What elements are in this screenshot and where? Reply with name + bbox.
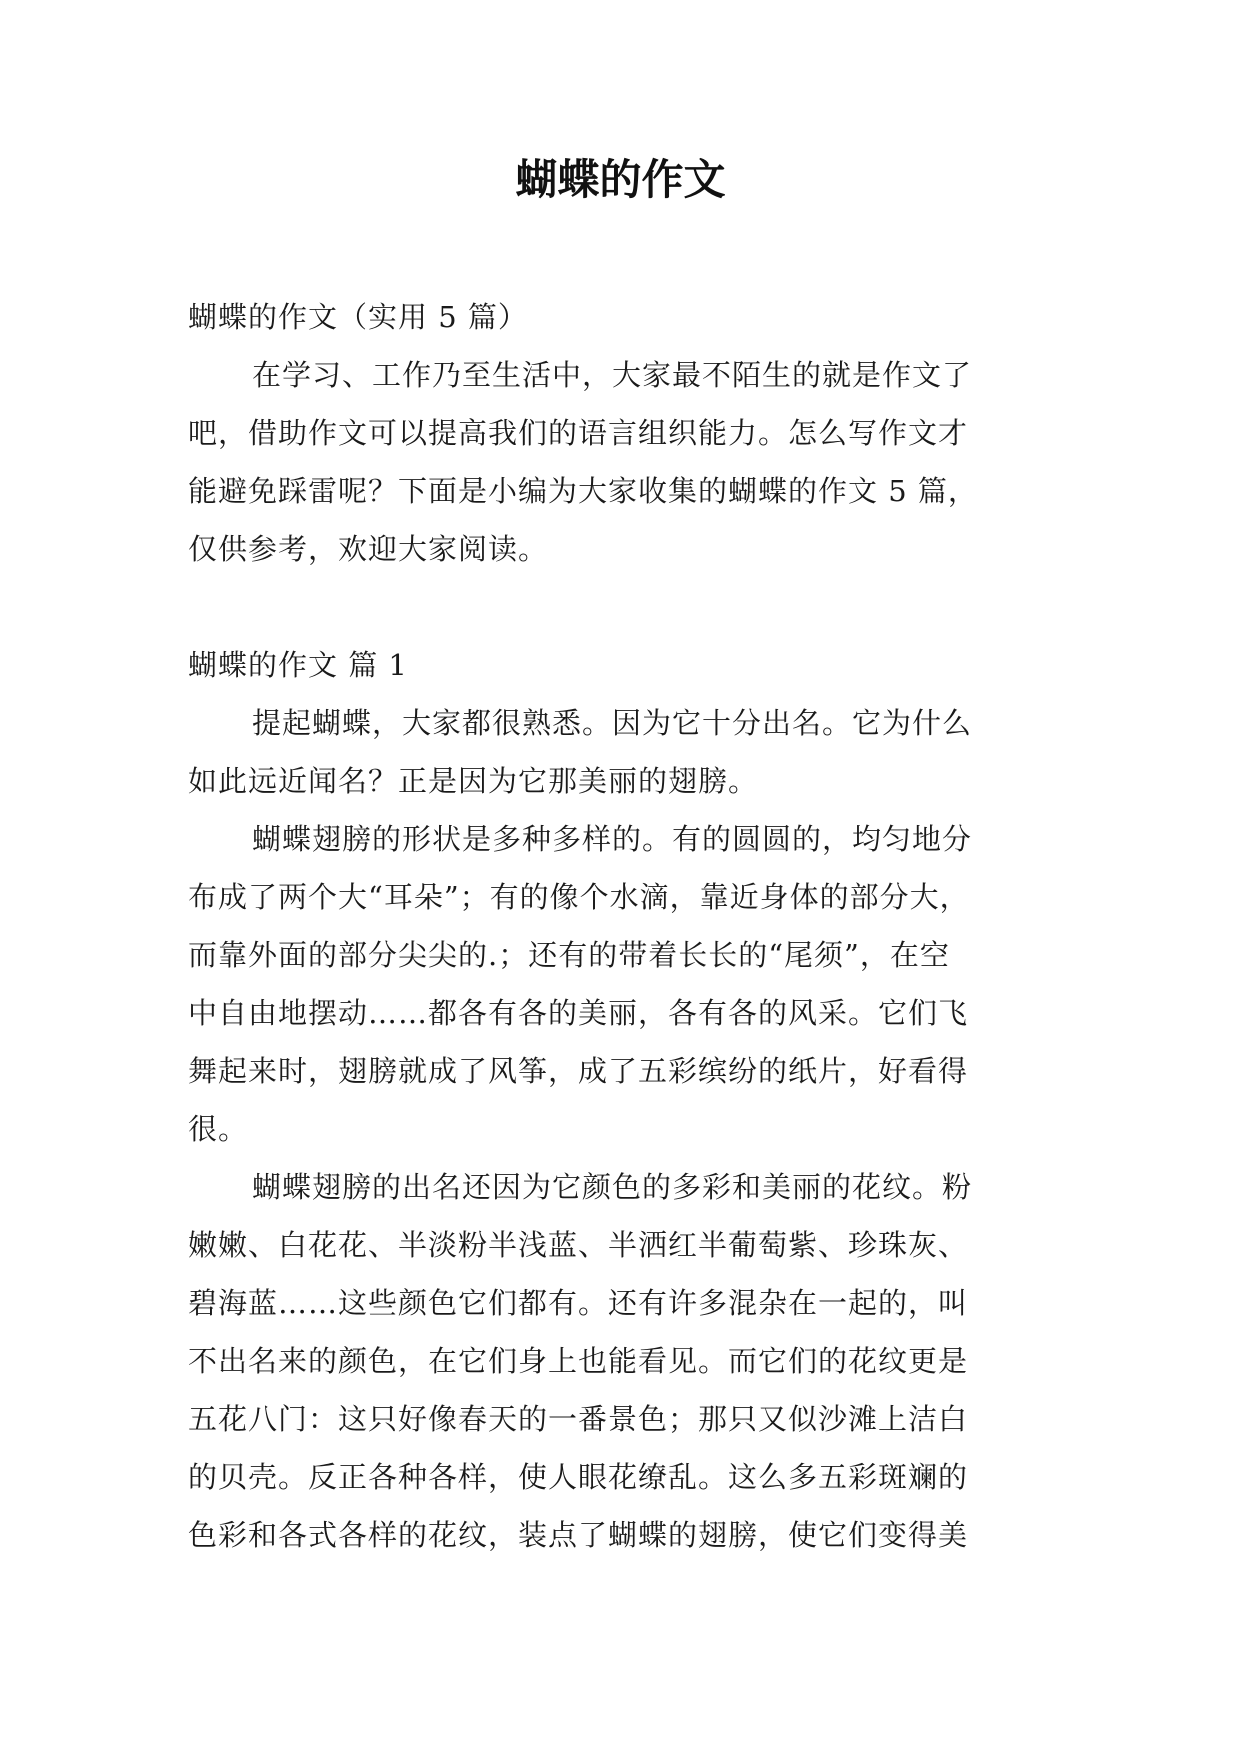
paragraph-line: 不出名来的颜色，在它们身上也能看见。而它们的花纹更是 xyxy=(188,1344,969,1378)
paragraph-3 xyxy=(188,1158,1056,1564)
paragraph-line: 而靠外面的部分尖尖的.；还有的带着长长的“尾须”，在空 xyxy=(188,938,950,972)
document-body xyxy=(188,288,1056,1564)
paragraph-line: 的贝壳。反正各种各样，使人眼花缭乱。这么多五彩斑斓的 xyxy=(188,1460,969,1494)
paragraph-line: 蝴蝶翅膀的出名还因为它颜色的多彩和美丽的花纹。粉 xyxy=(252,1170,973,1204)
paragraph-line: 色彩和各式各样的花纹，装点了蝴蝶的翅膀，使它们变得美 xyxy=(188,1518,969,1552)
paragraph-line: 五花八门：这只好像春天的一番景色；那只又似沙滩上洁白 xyxy=(188,1402,969,1436)
paragraph-line: 提起蝴蝶，大家都很熟悉。因为它十分出名。它为什么 xyxy=(252,706,973,740)
paragraph-line: 舞起来时，翅膀就成了风筝，成了五彩缤纷的纸片，好看得 xyxy=(188,1054,969,1088)
intro-line: 在学习、工作乃至生活中，大家最不陌生的就是作文了 xyxy=(252,358,973,392)
section-heading: 蝴蝶的作文 篇 1 xyxy=(188,648,408,682)
paragraph-2 xyxy=(188,810,1056,1158)
document-title: 蝴蝶的作文 xyxy=(515,155,726,204)
paragraph-1 xyxy=(188,694,1056,810)
paragraph-spacer xyxy=(188,578,1056,636)
paragraph-line: 碧海蓝……这些颜色它们都有。还有许多混杂在一起的，叫 xyxy=(188,1286,969,1320)
paragraph-line: 如此远近闻名？正是因为它那美丽的翅膀。 xyxy=(188,764,759,798)
intro-line: 能避免踩雷呢？下面是小编为大家收集的蝴蝶的作文 5 篇， xyxy=(188,474,978,508)
paragraph-line: 中自由地摆动……都各有各的美丽，各有各的风采。它们飞 xyxy=(188,996,969,1030)
intro-line: 吧，借助作文可以提高我们的语言组织能力。怎么写作文才 xyxy=(188,416,969,450)
paragraph-line: 蝴蝶翅膀的形状是多种多样的。有的圆圆的，均匀地分 xyxy=(252,822,973,856)
paragraph-line: 嫩嫩、白花花、半淡粉半浅蓝、半洒红半葡萄紫、珍珠灰、 xyxy=(188,1228,969,1262)
document-subtitle: 蝴蝶的作文（实用 5 篇） xyxy=(188,300,528,334)
paragraph-line: 布成了两个大“耳朵”；有的像个水滴，靠近身体的部分大， xyxy=(188,880,970,914)
intro-paragraph xyxy=(188,346,1056,578)
paragraph-line: 很。 xyxy=(188,1112,249,1146)
intro-line: 仅供参考，欢迎大家阅读。 xyxy=(188,532,549,566)
